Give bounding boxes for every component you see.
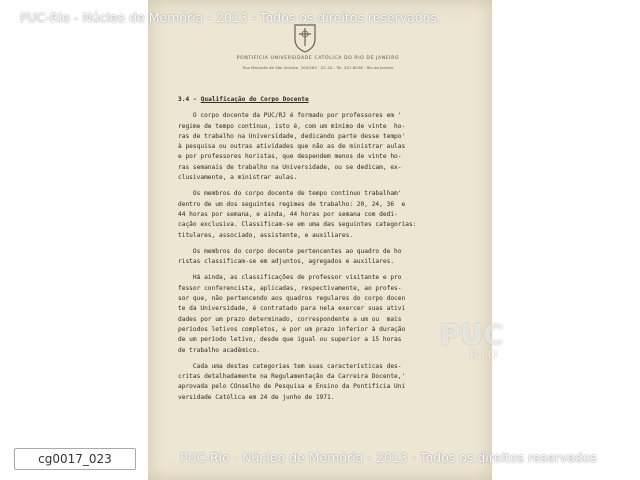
text-line: critas detalhadamente na Regulamentação da Carreira Docente,' [178, 373, 406, 381]
text-line: te da Universidade, é contratado para nela exercer suas ativi [178, 305, 406, 313]
text-line: Os membros do corpo docente pertencentes ao quadro de ho [178, 247, 402, 255]
text-line: cação exclusiva. Classificam-se em uma das seguintes categorias: [178, 221, 417, 229]
text-line: sor que, não pertencendo aos quadros regulares do corpo docen [178, 295, 406, 303]
paragraph [178, 247, 458, 268]
text-line: e por professores horistas, que despendem menos de vinte ho- [178, 153, 402, 161]
text-line: Há ainda, as classificações de professor visitante e pro [178, 274, 402, 282]
text-line: dades por um prazo determinado, correspondente a um ou mais [178, 315, 402, 323]
puc-crest-icon [292, 22, 318, 54]
text-line: de um período letivo, desde que igual ou superior a 15 horas [178, 336, 402, 344]
text-line: fessor conferencista, aplicadas, respectivamente, ao profes- [178, 284, 402, 292]
paragraph [178, 273, 458, 355]
text-line: clusivamente, a ministrar aulas. [178, 174, 298, 182]
paragraph-list [178, 111, 458, 403]
image-id-label: cg0017_023 [14, 448, 136, 470]
text-line: titulares, associado, assistente, e auxiliares. [178, 231, 354, 239]
document-page [148, 0, 492, 480]
paragraph [178, 362, 458, 403]
text-line: Os membros do corpo docente de tempo contínuo trabalham' [178, 190, 402, 198]
text-line: ristas classificam-se em adjuntos, agregados e auxiliares. [178, 258, 395, 266]
text-line: O corpo docente da PUC/RJ é formado por professores em ' [178, 112, 402, 120]
text-line: versidade Católica em 24 de junho de 1971. [178, 393, 335, 401]
section-number: 3.4 - [178, 96, 197, 103]
paragraph [178, 189, 458, 240]
text-line: períodos letivos completos, e por um prazo inferior à duração [178, 325, 406, 333]
puc-logo-watermark: PUC [440, 318, 504, 351]
section-title: Qualificação do Corpo Docente [200, 96, 309, 103]
section-heading [178, 95, 458, 105]
paragraph [178, 111, 458, 183]
watermark-top: PUC-Rio - Núcleo de Memória - 2013 - Todos os direitos reservados. [20, 10, 441, 25]
text-line: dentro de um dos seguintes regimes de trabalho: 20, 24, 36 e [178, 200, 406, 208]
watermark-bottom: PUC-Rio - Núcleo de Memória - 2013 - Todos os direitos reservados [180, 450, 597, 465]
text-line: 44 horas por semana, e ainda, 44 horas por semana com dedi- [178, 210, 398, 218]
text-line: à pesquisa ou outras atividades que não as de ministrar aulas [178, 143, 406, 151]
letterhead-address: Rua Marquês de São Vicente, 209/263 - ZC-20 - Tel. 247-8036 - Rio de Janeiro [242, 65, 394, 70]
text-line: ras semanais de trabalho na Universidade, ou se dedicam, ex- [178, 163, 402, 171]
text-line: aprovada pelo COnselho de Pesquisa e Ensino da Pontifícia Uni [178, 383, 406, 391]
document-body [178, 95, 458, 409]
text-line: regime de tempo contínuo, isto é, com um mínimo de vinte ho- [178, 122, 406, 130]
text-line: de trabalho acadêmico. [178, 346, 260, 354]
text-line: ras de trabalho na Universidade, dedicando parte desse tempo' [178, 132, 406, 140]
text-line: Cada uma destas categorias tem suas características des- [178, 362, 402, 370]
letterhead-title: PONTIFÍCIA UNIVERSIDADE CATÓLICA DO RIO DE JANEIRO [236, 56, 400, 61]
puc-logo-watermark-sub: RIO [470, 348, 501, 362]
